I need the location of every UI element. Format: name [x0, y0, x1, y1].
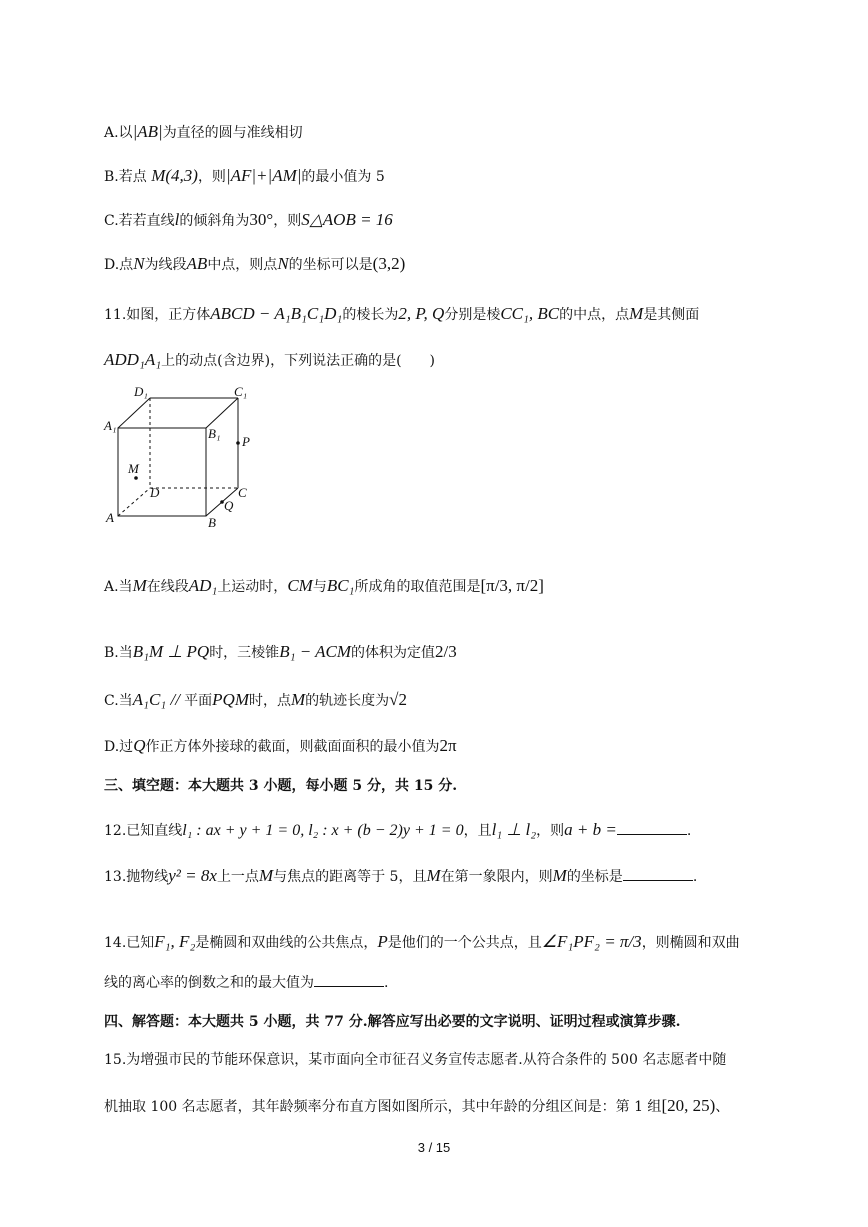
math: M [291, 690, 306, 709]
math: ADD₁A₁ [104, 350, 162, 369]
text: 15.为增强市民的节能环保意识，某市面向全市征召义务宣传志愿者.从符合条件的 500 名志愿者中随 [104, 1052, 727, 1068]
question-14-line1 [104, 932, 740, 953]
math: y² = 8x [168, 866, 217, 885]
label-a1: A₁ [104, 418, 117, 433]
math: S△AOB = 16 [301, 210, 393, 229]
math: a + b = [564, 820, 617, 839]
cube-figure [100, 382, 270, 532]
math: M(4,3) [151, 166, 198, 185]
math: N [133, 254, 145, 273]
text: 中点，则点 [207, 257, 278, 273]
label-b: B [208, 515, 216, 530]
question-15-line2 [104, 1096, 729, 1117]
text: ，则椭圆和双曲 [641, 935, 740, 951]
text: 的倾斜角为 [179, 213, 250, 229]
math: 2π [439, 736, 457, 755]
question-13 [104, 866, 697, 887]
option-11d [104, 736, 457, 757]
math: ∠F₁PF₂ = π/3 [541, 932, 642, 951]
math: M [552, 866, 567, 885]
point-m [134, 476, 138, 480]
text: 时，点 [249, 693, 291, 709]
math: CC₁, BC [500, 304, 560, 323]
math: [20, 25) [661, 1096, 716, 1115]
text: 为直径的圆与准线相切 [162, 125, 303, 141]
text: 上一点 [216, 869, 259, 885]
option-11b [104, 642, 457, 663]
option-10b [104, 166, 385, 187]
text: ，则 [197, 169, 226, 185]
text: 平面 [184, 693, 213, 709]
answer-blank[interactable] [314, 972, 384, 987]
text: 线的离心率的倒数之和的最大值为 [104, 975, 314, 991]
text: 是他们的一个公共点，且 [387, 935, 542, 951]
text: 与 [312, 579, 327, 595]
label-m: M [128, 461, 139, 476]
question-15-line1 [104, 1050, 726, 1070]
math: |AB| [132, 122, 163, 141]
text: C.当 [104, 693, 133, 709]
text: 的坐标是 [566, 869, 623, 885]
text: . [384, 975, 389, 991]
text: 的体积为定值 [351, 645, 436, 661]
math: 2/3 [435, 642, 457, 661]
option-11c [104, 690, 407, 711]
label-c1: C₁ [234, 384, 248, 399]
text: ，则 [536, 823, 565, 839]
question-12 [104, 820, 691, 841]
text: B.当 [104, 645, 133, 661]
text: B.若点 [104, 169, 147, 185]
page-number: 3 / 15 [417, 1140, 451, 1155]
math: ABCD − A₁B₁C₁D₁ [210, 304, 343, 323]
label-p: P [242, 434, 250, 449]
math: 30° [249, 210, 274, 229]
text: 上运动时， [217, 579, 288, 595]
math: M [629, 304, 644, 323]
math: A₁C₁ // [132, 690, 185, 709]
label-c: C [238, 485, 247, 500]
text: 上的动点(含边界)，下列说法正确的是( ) [161, 353, 436, 369]
option-11a [104, 576, 544, 597]
text: . [686, 823, 692, 839]
label-a: A [106, 510, 114, 525]
edge [206, 398, 238, 428]
text: A.以 [104, 125, 133, 141]
math: B₁M ⊥ PQ [132, 642, 210, 661]
text: 、 [715, 1099, 730, 1115]
text: 分别是棱 [444, 307, 501, 323]
text: 为线段 [144, 257, 187, 273]
text: 14.已知 [104, 935, 155, 951]
label-d1: D₁ [134, 384, 148, 399]
edge [118, 398, 150, 428]
text: 在第一象限内，则 [440, 869, 553, 885]
section-4-title: 四、解答题：本大题共 5 小题，共 77 分.解答应写出必要的文字说明、证明过程或演算步骤. [104, 1014, 681, 1030]
math: 2, P, Q [398, 304, 445, 323]
label-b1: B₁ [208, 426, 221, 441]
math: B₁ − ACM [279, 642, 352, 661]
text: 在线段 [146, 579, 189, 595]
text: ，且 [463, 823, 492, 839]
math: |AF|+|AM| [225, 166, 302, 185]
text: 是其侧面 [643, 307, 700, 323]
math: BC₁ [326, 576, 355, 595]
text: 与焦点的距离等于 5，且 [273, 869, 427, 885]
text: 11.如图，正方体 [104, 307, 211, 323]
section-3-title: 三、填空题：本大题共 3 小题，每小题 5 分，共 15 分. [104, 778, 458, 794]
text: 作正方体外接球的截面，则截面面积的最小值为 [145, 739, 440, 755]
text: 是椭圆和双曲线的公共焦点， [195, 935, 378, 951]
hidden-edge [118, 488, 150, 516]
text: 机抽取 100 名志愿者，其年龄频率分布直方图如图所示，其中年龄的分组区间是：第 1 组 [104, 1099, 662, 1115]
point-p [236, 441, 240, 445]
option-10c [104, 210, 393, 231]
text: D.过 [104, 739, 134, 755]
text: 的轨迹长度为 [305, 693, 390, 709]
math: Q [133, 736, 146, 755]
text: 的中点，点 [559, 307, 630, 323]
math: √2 [389, 690, 408, 709]
math: P [377, 932, 388, 951]
math: F₁, F₂ [154, 932, 196, 951]
question-11-line1 [104, 304, 699, 325]
label-q: Q [224, 498, 234, 513]
text: 12.已知直线 [104, 823, 183, 839]
text: 的坐标可以是 [288, 257, 373, 273]
math: l₁ ⊥ l₂ [491, 820, 537, 839]
math: l₁ : ax + y + 1 = 0, l₂ : x + (b − 2)y + 1 = 0 [182, 822, 464, 839]
label-d: D [150, 485, 160, 500]
math: (3,2) [372, 254, 406, 273]
text: 所成角的取值范围是 [354, 579, 481, 595]
math: CM [287, 576, 313, 595]
math: [π/3, π/2] [480, 576, 544, 595]
math: M [132, 576, 147, 595]
text: A.当 [104, 579, 133, 595]
math: l [174, 210, 180, 229]
answer-blank[interactable] [617, 820, 687, 835]
text: D.点 [104, 257, 134, 273]
option-10a [104, 122, 303, 143]
question-14-line2 [104, 972, 388, 993]
math: AD₁ [188, 576, 218, 595]
math: M [258, 866, 274, 885]
text: 时，三棱锥 [209, 645, 280, 661]
text: 的最小值为 5 [301, 169, 385, 185]
text: 的棱长为 [342, 307, 399, 323]
math: M [426, 866, 441, 885]
answer-blank[interactable] [623, 866, 693, 881]
math: PQM [212, 690, 249, 709]
math: AB [186, 254, 208, 273]
question-11-line2 [104, 350, 435, 371]
text: C.若若直线 [104, 213, 175, 229]
option-10d [104, 254, 405, 275]
math: N [277, 254, 289, 273]
text: . [692, 869, 698, 885]
text: 13.抛物线 [104, 869, 169, 885]
text: ，则 [273, 213, 302, 229]
